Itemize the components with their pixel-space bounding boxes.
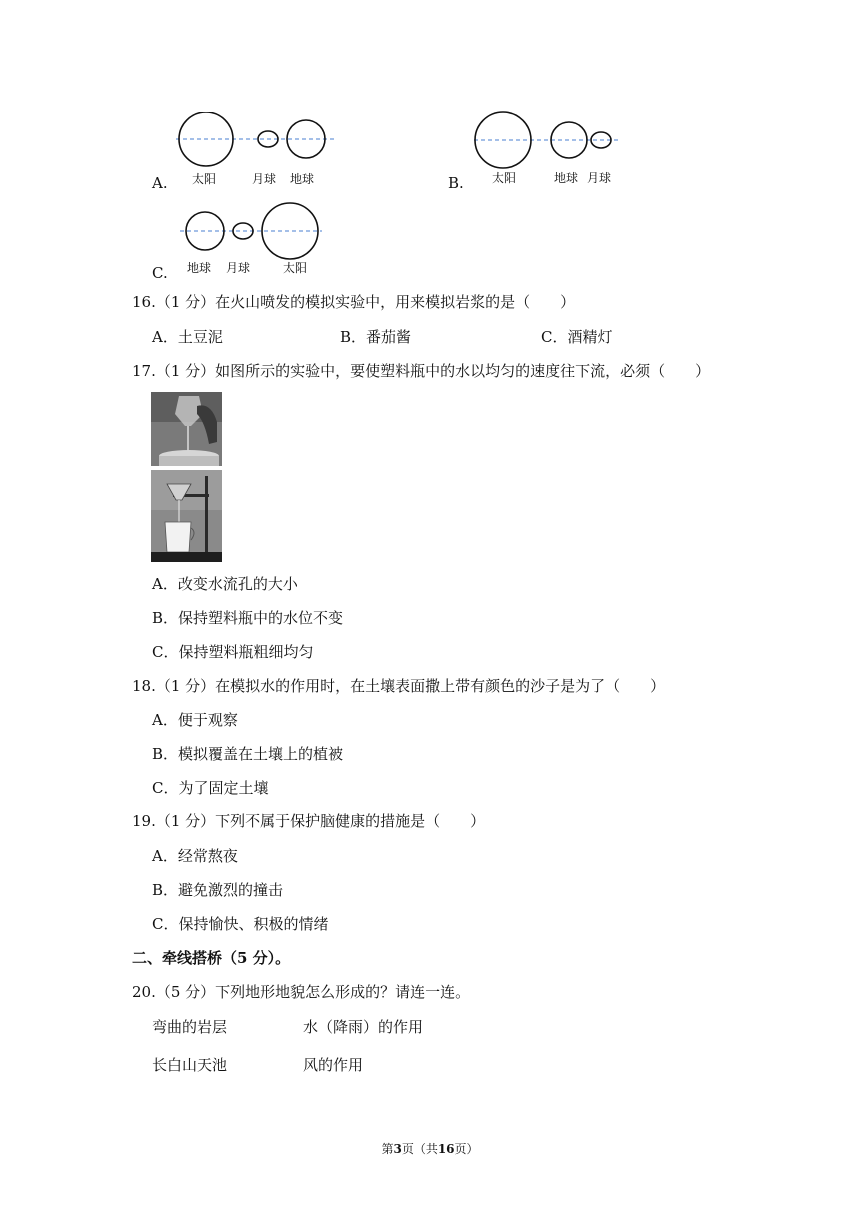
label-earth: 地球 bbox=[290, 172, 315, 186]
q20-right-item-2: 风的作用 bbox=[303, 1056, 364, 1074]
footer-total-pages: 16 bbox=[437, 1142, 455, 1156]
q15-option-b-diagram bbox=[470, 108, 630, 196]
funnel-stand-photo bbox=[151, 470, 222, 562]
q19-option-a: A．经常熬夜 bbox=[152, 847, 238, 865]
q18-option-c: C．为了固定土壤 bbox=[152, 779, 269, 797]
label-moon: 月球 bbox=[587, 171, 612, 185]
q20-left-item-2: 长白山天池 bbox=[152, 1056, 228, 1074]
label-sun: 太阳 bbox=[192, 172, 217, 186]
q17-option-c: C．保持塑料瓶粗细均匀 bbox=[152, 643, 314, 661]
page-footer bbox=[0, 1140, 860, 1157]
footer-mid: 页（共 bbox=[401, 1142, 438, 1156]
q19-option-b: B．避免激烈的撞击 bbox=[152, 881, 284, 899]
q20-stem: 20.（5 分）下列地形地貌怎么形成的？请连一连。 bbox=[132, 983, 471, 1001]
q15-option-a-diagram bbox=[170, 112, 340, 196]
label-earth: 地球 bbox=[554, 171, 579, 185]
label-moon: 月球 bbox=[252, 172, 277, 186]
q19-option-c: C．保持愉快、积极的情绪 bbox=[152, 915, 329, 933]
label-sun: 太阳 bbox=[492, 171, 517, 185]
q18-option-a: A．便于观察 bbox=[152, 711, 238, 729]
q15-option-c-diagram bbox=[178, 200, 338, 284]
q20-left-item-1: 弯曲的岩层 bbox=[152, 1018, 228, 1036]
q15-option-b-letter: B. bbox=[448, 174, 464, 192]
q18-stem: 18.（1 分）在模拟水的作用时，在土壤表面撒上带有颜色的沙子是为了（ ） bbox=[132, 677, 666, 695]
footer-suffix: 页） bbox=[454, 1142, 479, 1156]
label-sun: 太阳 bbox=[283, 261, 308, 275]
q16-stem: 16.（1 分）在火山喷发的模拟实验中，用来模拟岩浆的是（ ） bbox=[132, 293, 576, 311]
footer-page-number: 3 bbox=[393, 1142, 402, 1156]
q16-option-b: B．番茄酱 bbox=[340, 328, 412, 346]
footer-prefix: 第 bbox=[381, 1142, 394, 1156]
q19-stem: 19.（1 分）下列不属于保护脑健康的措施是（ ） bbox=[132, 812, 486, 830]
q15-option-c-letter: C. bbox=[152, 264, 168, 282]
q17-stem: 17.（1 分）如图所示的实验中，要使塑料瓶中的水以均匀的速度往下流，必须（ ） bbox=[132, 362, 711, 380]
q18-option-b: B．模拟覆盖在土壤上的植被 bbox=[152, 745, 344, 763]
section-heading: 二、牵线搭桥（5 分）。 bbox=[132, 949, 291, 967]
q17-option-b: B．保持塑料瓶中的水位不变 bbox=[152, 609, 344, 627]
q15-option-a-letter: A. bbox=[152, 174, 168, 192]
label-earth: 地球 bbox=[187, 261, 212, 275]
bottle-water-photo bbox=[151, 392, 222, 466]
q16-option-a: A．土豆泥 bbox=[152, 328, 223, 346]
q16-option-c: C．酒精灯 bbox=[541, 328, 613, 346]
label-moon: 月球 bbox=[226, 261, 251, 275]
q20-right-item-1: 水（降雨）的作用 bbox=[303, 1018, 424, 1036]
q17-option-a: A．改变水流孔的大小 bbox=[152, 575, 298, 593]
